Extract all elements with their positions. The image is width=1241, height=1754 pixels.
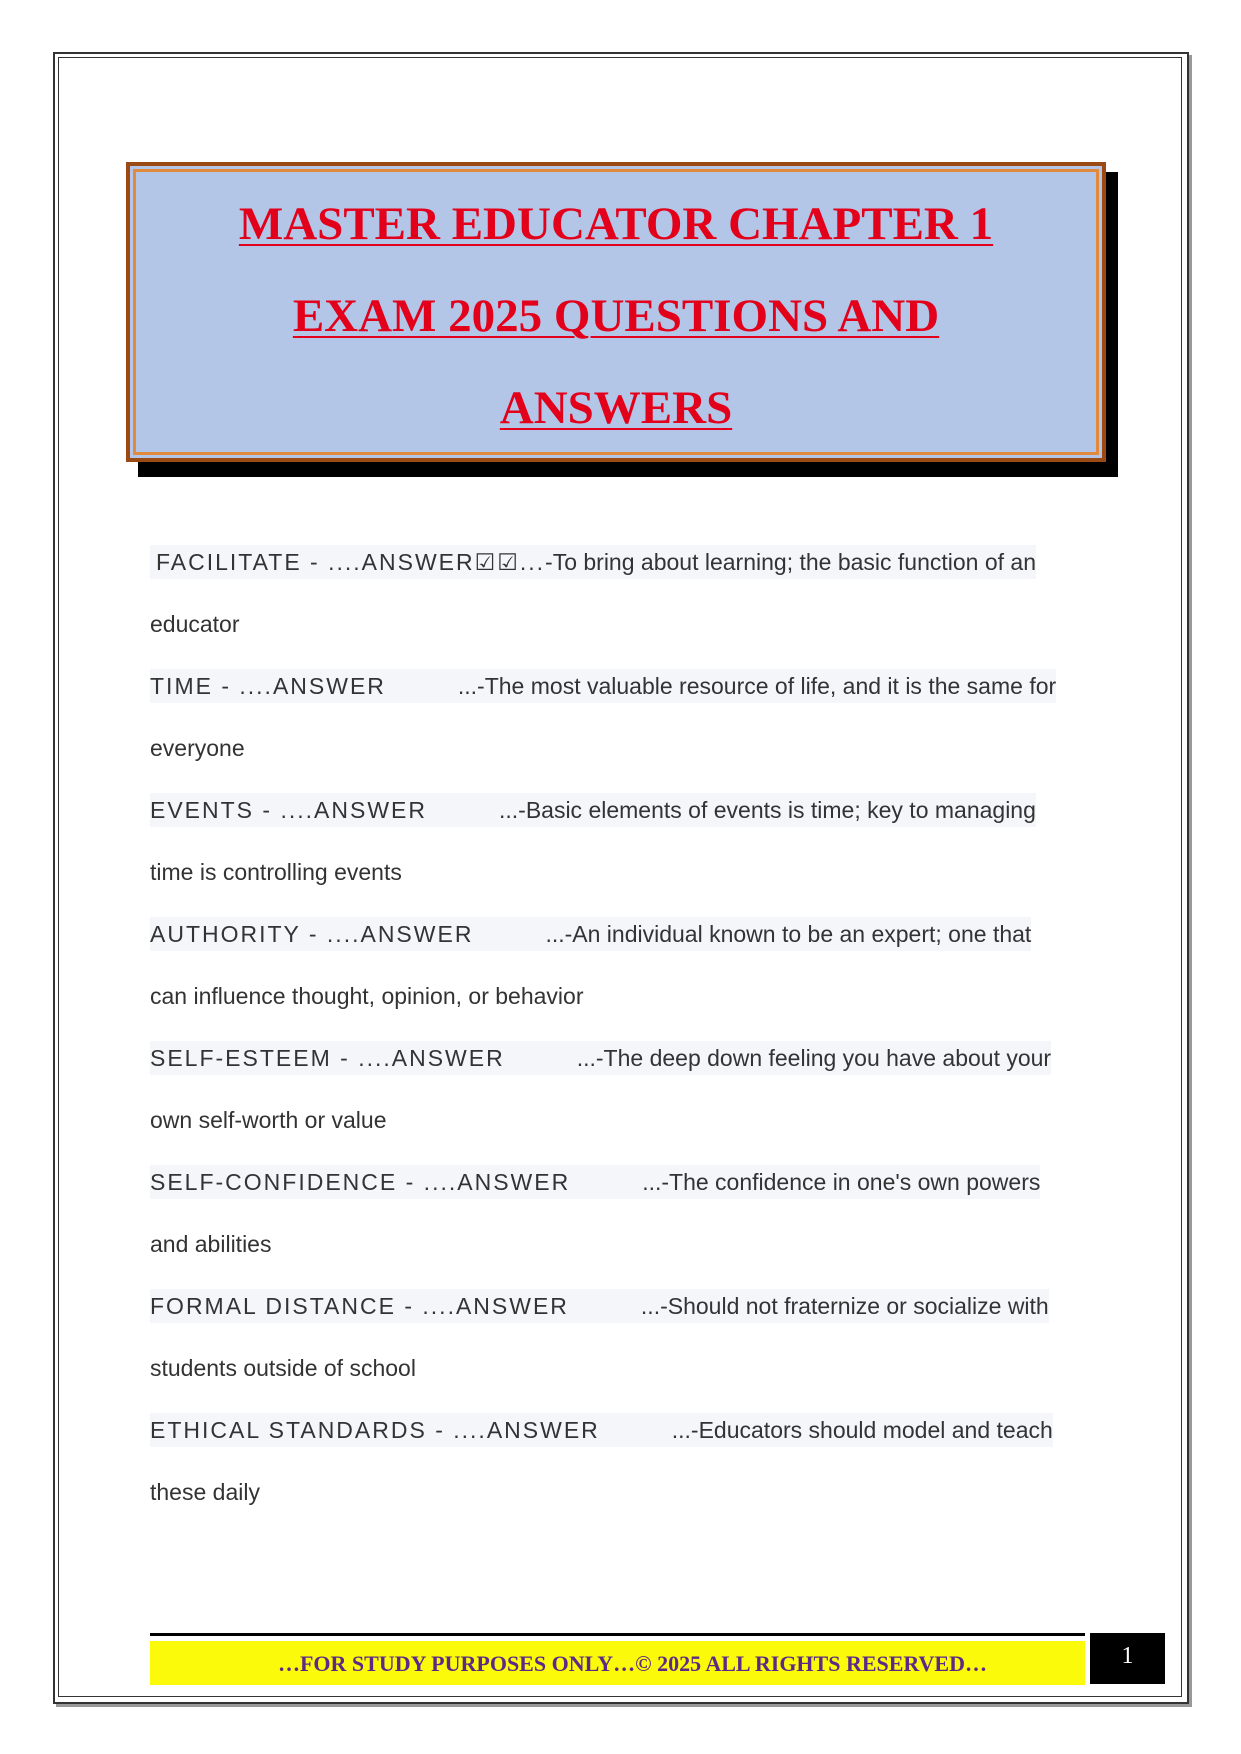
qa-answer-continued: and abilities xyxy=(150,1231,272,1257)
qa-answer-continued: time is controlling events xyxy=(150,859,402,885)
qa-term: SELF-CONFIDENCE - ....ANSWER xyxy=(150,1169,571,1195)
qa-question-line xyxy=(150,793,1036,827)
title-box xyxy=(126,162,1106,462)
qa-answer-start: ...-The deep down feeling you have about your xyxy=(576,1045,1052,1071)
title-line-3: ANSWERS xyxy=(499,382,733,434)
qa-answer-start: ...-Basic elements of events is time; key to managing xyxy=(498,797,1036,823)
title-line-2: EXAM 2025 QUESTIONS AND xyxy=(292,290,940,342)
qa-list xyxy=(150,545,1100,1537)
qa-question-line xyxy=(150,669,1056,703)
qa-item-time xyxy=(150,669,1100,765)
qa-answer-start: ...-An individual known to be an expert; one that xyxy=(545,921,1032,947)
qa-item-facilitate xyxy=(150,545,1100,641)
qa-answer-continued: can influence thought, opinion, or behavior xyxy=(150,983,584,1009)
qa-answer-continued: everyone xyxy=(150,735,245,761)
qa-term: TIME - ....ANSWER xyxy=(150,673,386,699)
qa-answer-continued: these daily xyxy=(150,1479,260,1505)
qa-term: FACILITATE - ....ANSWER☑☑... xyxy=(156,549,546,575)
qa-item-self-esteem xyxy=(150,1041,1100,1137)
page-number: 1 xyxy=(1090,1633,1165,1684)
qa-answer-continued: own self-worth or value xyxy=(150,1107,387,1133)
qa-answer-start: ...-The confidence in one's own powers xyxy=(642,1169,1041,1195)
qa-question-line xyxy=(150,1041,1051,1075)
qa-item-authority xyxy=(150,917,1100,1013)
qa-term: ETHICAL STANDARDS - ....ANSWER xyxy=(150,1417,600,1443)
qa-term: AUTHORITY - ....ANSWER xyxy=(150,921,474,947)
qa-question-line xyxy=(150,1413,1053,1447)
qa-answer-continued: educator xyxy=(150,611,240,637)
qa-item-self-confidence xyxy=(150,1165,1100,1261)
qa-term: FORMAL DISTANCE - ....ANSWER xyxy=(150,1293,569,1319)
footer-rule xyxy=(150,1633,1085,1636)
qa-question-line xyxy=(150,545,1036,579)
qa-answer-continued: students outside of school xyxy=(150,1355,416,1381)
qa-question-line xyxy=(150,1289,1049,1323)
qa-answer-start: ...-Should not fraternize or socialize with xyxy=(640,1293,1049,1319)
qa-item-ethical-standards xyxy=(150,1413,1100,1509)
footer-notice: …FOR STUDY PURPOSES ONLY…© 2025 ALL RIGHTS RESERVED… xyxy=(150,1641,1085,1685)
qa-question-line xyxy=(150,1165,1040,1199)
qa-item-formal-distance xyxy=(150,1289,1100,1385)
qa-answer-start: ...-Educators should model and teach xyxy=(671,1417,1053,1443)
qa-answer-start: ...-The most valuable resource of life, and it is the same for xyxy=(457,673,1057,699)
qa-term: EVENTS - ....ANSWER xyxy=(150,797,427,823)
qa-question-line xyxy=(150,917,1031,951)
qa-item-events xyxy=(150,793,1100,889)
qa-answer-start: -To bring about learning; the basic function of an xyxy=(545,549,1037,575)
title-line-1: MASTER EDUCATOR CHAPTER 1 xyxy=(238,198,994,250)
qa-term: SELF-ESTEEM - ....ANSWER xyxy=(150,1045,505,1071)
